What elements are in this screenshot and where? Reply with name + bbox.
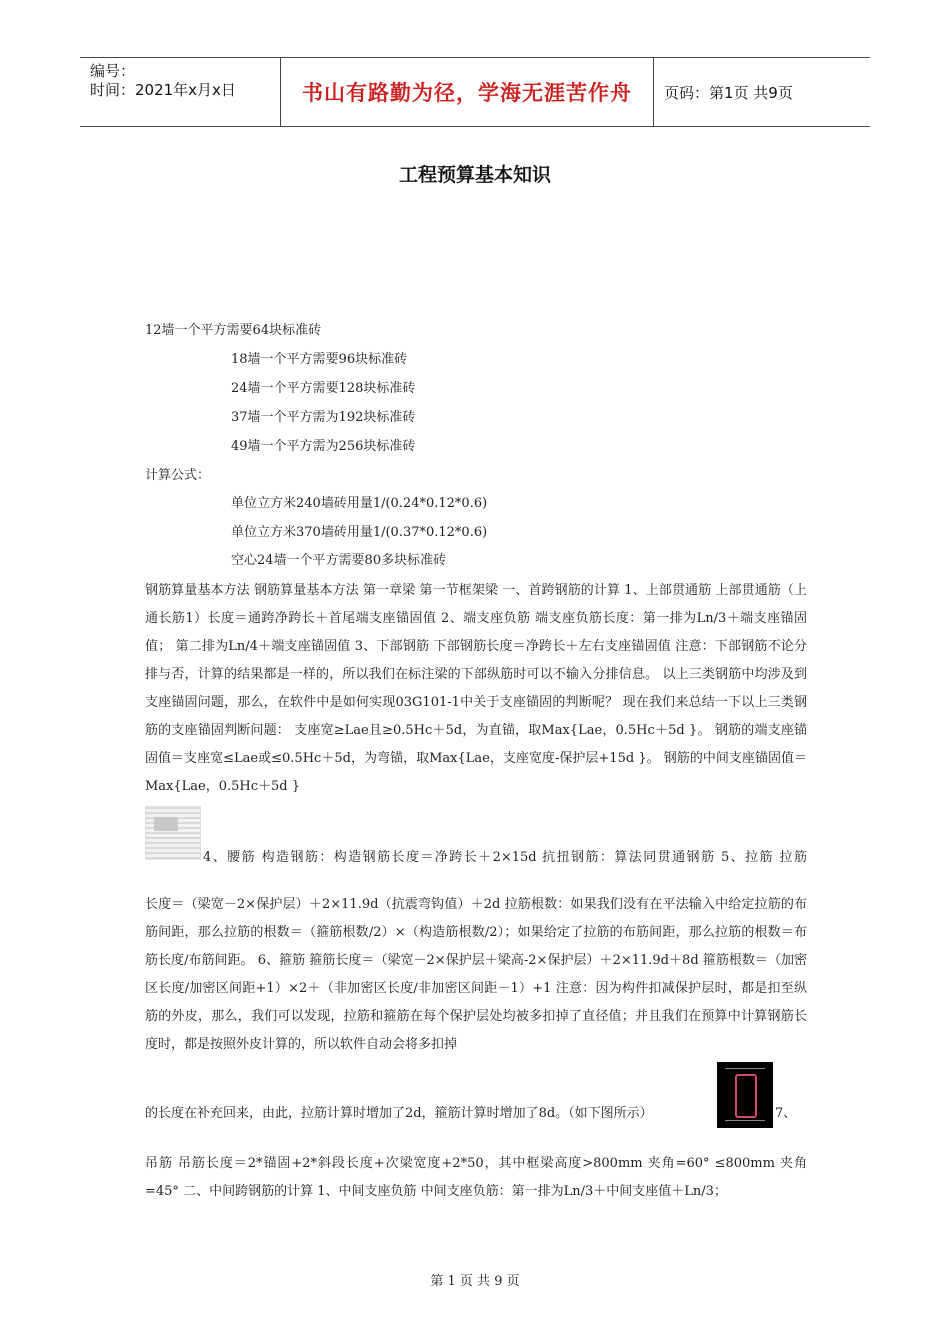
document-title: 工程预算基本知识 xyxy=(398,164,551,186)
page-footer: 第 1 页 共 9 页 xyxy=(430,1274,520,1289)
rebar-paragraph-3-line: 的长度在补充回来，由此，拉筋计算时增加了2d，箍筋计算时增加了8d。（如下图所示） xyxy=(145,1106,653,1121)
rebar-paragraph-4: 吊筋 吊筋长度＝2*锚固+2*斜段长度+次梁宽度+2*50，其中框梁高度>800mm 夹角=60° ≤800mm 夹角=45° 二、中间跨钢筋的计算 1、中间支座负筋 中间支座负筋：第一排为Ln/3＋中间支座值＋Ln/3； xyxy=(145,1156,807,1199)
rebar-paragraph-1: 钢筋算量基本方法 钢筋算量基本方法 第一章梁 第一节框架梁 一、首跨钢筋的计算 1、上部贯通筋 上部贯通筋（上通长筋1）长度＝通跨净跨长＋首尾端支座锚固值 2、端支座负筋 端支座负筋长度：第一排为Ln/3＋端支座锚固值； 第二排为Ln/4＋端支座锚固值 3、下部钢筋 下部钢筋长度＝净跨长＋左右支座锚固值 注意：下部钢筋不论分排与否，计算的结果都是一样的，所以我们在标注梁的下部纵筋时可以不输入分排信息。 以上三类钢筋中均涉及到支座锚固问题，那么，在软件中是如何实现03G101-1中关于支座锚固的判断呢？ 现在我们来总结一下以上三类钢筋的支座锚固判断问题： 支座宽≥Lae且≥0.5Hc＋5d，为直锚，取Max{Lae，0.5Hc＋5d }。 钢筋的端支座锚固值＝支座宽≤Lae或≤0.5Hc＋5d，为弯锚，取Max{Lae，支座宽度-保护层+15d }。 钢筋的中间支座锚固值＝Max{Lae，0.5Hc＋5d } xyxy=(145,583,807,794)
stirrup-diagram-image xyxy=(717,1062,773,1128)
rebar-paragraph-2-first-line: 4、腰筋 构造钢筋：构造钢筋长度＝净跨长＋2×15d 抗扭钢筋：算法同贯通钢筋 5、拉筋 拉筋 xyxy=(203,850,807,865)
formula-heading: 计算公式： xyxy=(145,468,211,483)
hollow-24-line: 空心24墙一个平方需要80多块标准砖 xyxy=(231,553,447,568)
header-info-cell xyxy=(80,58,281,126)
page-info: 页码：第1页 共9页 xyxy=(664,83,793,102)
brick-line-18: 18墙一个平方需要96块标准砖 xyxy=(231,352,408,367)
rebar-paragraph-2: 长度＝（梁宽－2×保护层）＋2×11.9d（抗震弯钩值）＋2d 拉筋根数：如果我们没有在平法输入中给定拉筋的布筋间距，那么拉筋的根数＝（箍筋根数/2）×（构造筋根数/2）；如果给定了拉筋的布筋间距，那么拉筋的根数＝布筋长度/布筋间距。 6、箍筋 箍筋长度＝（梁宽－2×保护层＋梁高-2×保护层）＋2×11.9d＋8d 箍筋根数＝（加密区长度/加密区间距+1）×2＋（非加密区长度/非加密区间距－1）+1 注意：因为构件扣减保护层时，都是扣至纵筋的外皮，那么，我们可以发现，拉筋和箍筋在每个保护层处均被多扣掉了直径值；并且我们在预算中计算钢筋长度时，都是按照外皮计算的，所以软件自动会将多扣掉 xyxy=(145,897,807,1052)
brick-line-12: 12墙一个平方需要64块标准砖 xyxy=(145,323,322,338)
embedded-figure-thumbnail xyxy=(145,806,201,860)
brick-line-49: 49墙一个平方需为256块标准砖 xyxy=(231,439,416,454)
formula-370: 单位立方米370墙砖用量1/(0.37*0.12*0.6) xyxy=(231,525,488,540)
formula-240: 单位立方米240墙砖用量1/(0.24*0.12*0.6) xyxy=(231,496,488,511)
brick-line-24: 24墙一个平方需要128块标准砖 xyxy=(231,381,416,396)
header-page-cell xyxy=(654,58,870,126)
time-label: 时间：2021年x月x日 xyxy=(90,81,236,99)
header-motto-cell xyxy=(281,58,654,126)
number-label: 编号： xyxy=(90,62,136,80)
rebar-paragraph-3-tail: 7、 xyxy=(775,1106,797,1121)
page-header xyxy=(80,57,870,127)
brick-line-37: 37墙一个平方需为192块标准砖 xyxy=(231,410,416,425)
motto-text: 书山有路勤为径，学海无涯苦作舟 xyxy=(302,81,632,105)
